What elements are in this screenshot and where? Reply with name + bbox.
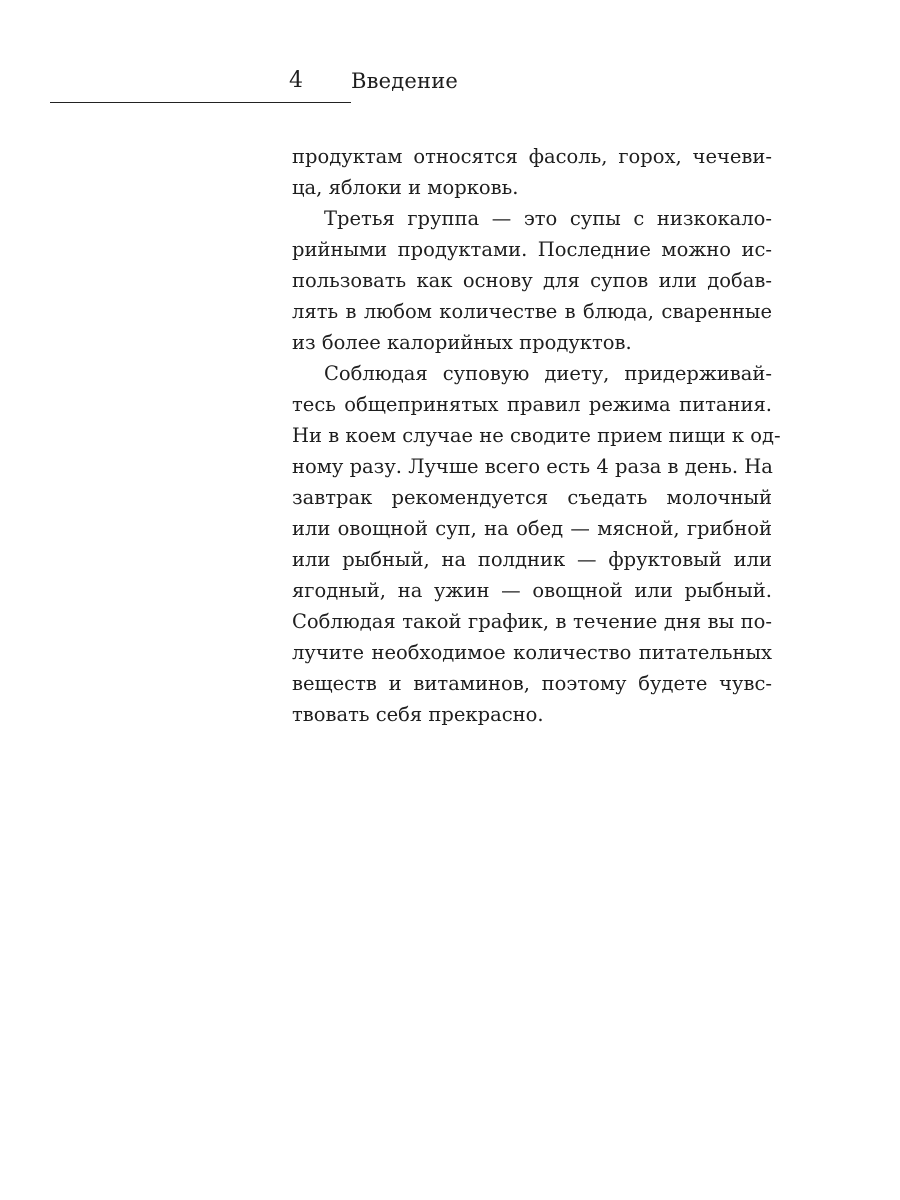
text-line: твовать себя прекрасно. (292, 703, 544, 726)
text-line: или рыбный, на полдник — фруктовый или (292, 548, 772, 571)
text-line: ца, яблоки и морковь. (292, 176, 519, 199)
text-line: Третья группа — это супы с низкокало- (324, 207, 772, 230)
text-line: ягодный, на ужин — овощной или рыбный. (292, 579, 772, 602)
paragraph-1 (292, 141, 772, 203)
text-line: из более калорийных продуктов. (292, 331, 632, 354)
text-line: ному разу. Лучше всего есть 4 раза в день. На (292, 455, 773, 478)
text-line: веществ и витаминов, поэтому будете чувс- (292, 672, 772, 695)
page-number: 4 (289, 68, 303, 93)
text-line: Соблюдая суповую диету, придерживай- (324, 362, 772, 385)
text-line: или овощной суп, на обед — мясной, грибной (292, 517, 772, 540)
text-line: лять в любом количестве в блюда, сваренные (292, 300, 772, 323)
text-line: рийными продуктами. Последние можно ис- (292, 238, 772, 261)
text-line: Соблюдая такой график, в течение дня вы по- (292, 610, 772, 633)
text-line: завтрак рекомендуется съедать молочный (292, 486, 772, 509)
text-line: продуктам относятся фасоль, горох, чечеви- (292, 145, 772, 168)
text-line: лучите необходимое количество питательных (292, 641, 772, 664)
text-line: пользовать как основу для супов или добав- (292, 269, 772, 292)
paragraph-3 (292, 358, 781, 730)
section-title: Введение (351, 69, 459, 93)
body-text (292, 141, 781, 730)
text-line: тесь общепринятых правил режима питания. (292, 393, 772, 416)
running-header (50, 60, 459, 103)
paragraph-2 (292, 203, 772, 358)
text-line: Ни в коем случае не сводите прием пищи к од- (292, 424, 781, 447)
